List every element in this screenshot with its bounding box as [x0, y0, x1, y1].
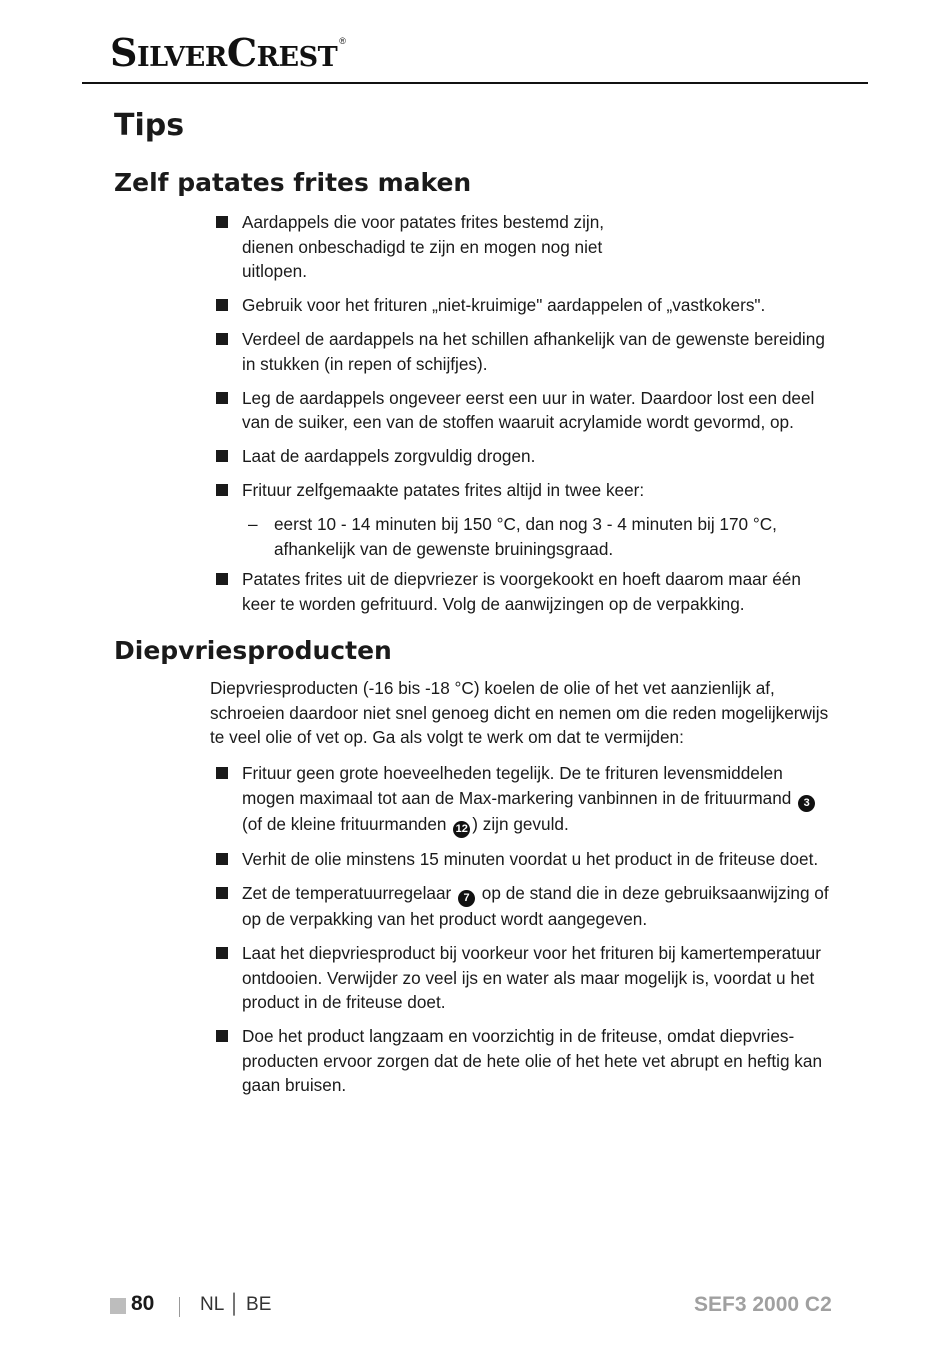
bullet-square-icon: [216, 450, 228, 462]
bullet-square-icon: [216, 392, 228, 404]
bullet-square-icon: [216, 1030, 228, 1042]
fries-tips-list-cont: [214, 293, 834, 616]
footer-model: SEF3 2000 C2: [694, 1293, 832, 1316]
page-number: 80: [131, 1292, 155, 1315]
list-item: Zet de temperatuurregelaar 7 op de stand die in deze gebruiksaanwijzing of op de verpakking van het product wordt aangegeven.: [214, 881, 834, 932]
fries-tips-list: [214, 210, 624, 293]
bullet-square-icon: [216, 216, 228, 228]
bullet-square-icon: [216, 299, 228, 311]
sub-list-item: – eerst 10 - 14 minuten bij 150 °C, dan nog 3 - 4 minuten bij 170 °C, afhankelijk van de gewenste bruiningsgraad.: [248, 514, 777, 559]
bullet-square-icon: [216, 887, 228, 899]
list-item: Aardappels die voor patates frites bestemd zijn, dienen onbeschadigd te zijn en mogen nog niet uitlopen.: [214, 210, 624, 284]
list-item: Laat de aardappels zorgvuldig drogen.: [214, 444, 834, 469]
list-item: Gebruik voor het frituren „niet-kruimige" aardappelen of „vastkokers".: [214, 293, 834, 318]
list-item: Leg de aardappels ongeveer eerst een uur in water. Daardoor lost een deel van de suiker, een van de stoffen waaruit acrylamide wordt gevormd, op.: [214, 386, 834, 435]
list-item: Frituur zelfgemaakte patates frites altijd in twee keer:: [214, 478, 834, 503]
list-item: Verdeel de aardappels na het schillen afhankelijk van de gewenste bereiding in stukken (in repen of schijfjes).: [214, 327, 834, 376]
bullet-square-icon: [216, 767, 228, 779]
footer-language: NL │ BE: [200, 1294, 272, 1315]
page-title: Tips: [114, 108, 185, 143]
list-item: Verhit de olie minstens 15 minuten voordat u het product in de friteuse doet.: [214, 847, 834, 872]
bullet-square-icon: [216, 484, 228, 496]
footer-divider: [179, 1297, 180, 1317]
footer-square-icon: [110, 1298, 126, 1314]
list-item: Frituur geen grote hoeveelheden tegelijk. De te frituren levensmiddelen mogen maximaal tot aan de Max-markering vanbinnen in de frituurmand 3 (of de kleine frituurmanden 12 ) zijn gevuld.: [214, 761, 834, 838]
ref-number-12-icon: 12: [453, 821, 470, 838]
list-item: Patates frites uit de diepvriezer is voorgekookt en hoeft daarom maar één keer te worden gefrituurd. Volg de aanwijzingen op de verpakking.: [214, 567, 834, 616]
frozen-tips-list: [214, 761, 834, 1098]
section-heading-frozen: Diepvriesproducten: [114, 636, 392, 665]
section-heading-fries: Zelf patates frites maken: [114, 168, 472, 197]
brand-logo: SilverCrest ®: [110, 30, 346, 75]
bullet-square-icon: [216, 333, 228, 345]
dash-marker: –: [248, 514, 258, 534]
header-rule: [82, 82, 868, 84]
list-item: Doe het product langzaam en voorzichtig in de friteuse, omdat diepvries-producten ervoor zorgen dat de hete olie of het hete vet abrupt en heftig kan gaan bruisen.: [214, 1024, 834, 1098]
ref-number-7-icon: 7: [458, 890, 475, 907]
ref-number-3-icon: 3: [798, 795, 815, 812]
bullet-square-icon: [216, 853, 228, 865]
bullet-square-icon: [216, 947, 228, 959]
bullet-square-icon: [216, 573, 228, 585]
list-item: Laat het diepvriesproduct bij voorkeur voor het frituren bij kamertemperatuur ontdooien. Verwijder zo veel ijs en water als maar mogelijk is, voordat u het product in de friteuse doet.: [214, 941, 834, 1015]
frozen-intro: Diepvriesproducten (-16 bis -18 °C) koelen de olie of het vet aanzienlijk af, schroeien daardoor niet snel genoeg dicht en nemen om die reden mogelijkerwijs te veel olie of vet op. Ga als volgt te werk om dat te vermijden:: [210, 678, 829, 747]
